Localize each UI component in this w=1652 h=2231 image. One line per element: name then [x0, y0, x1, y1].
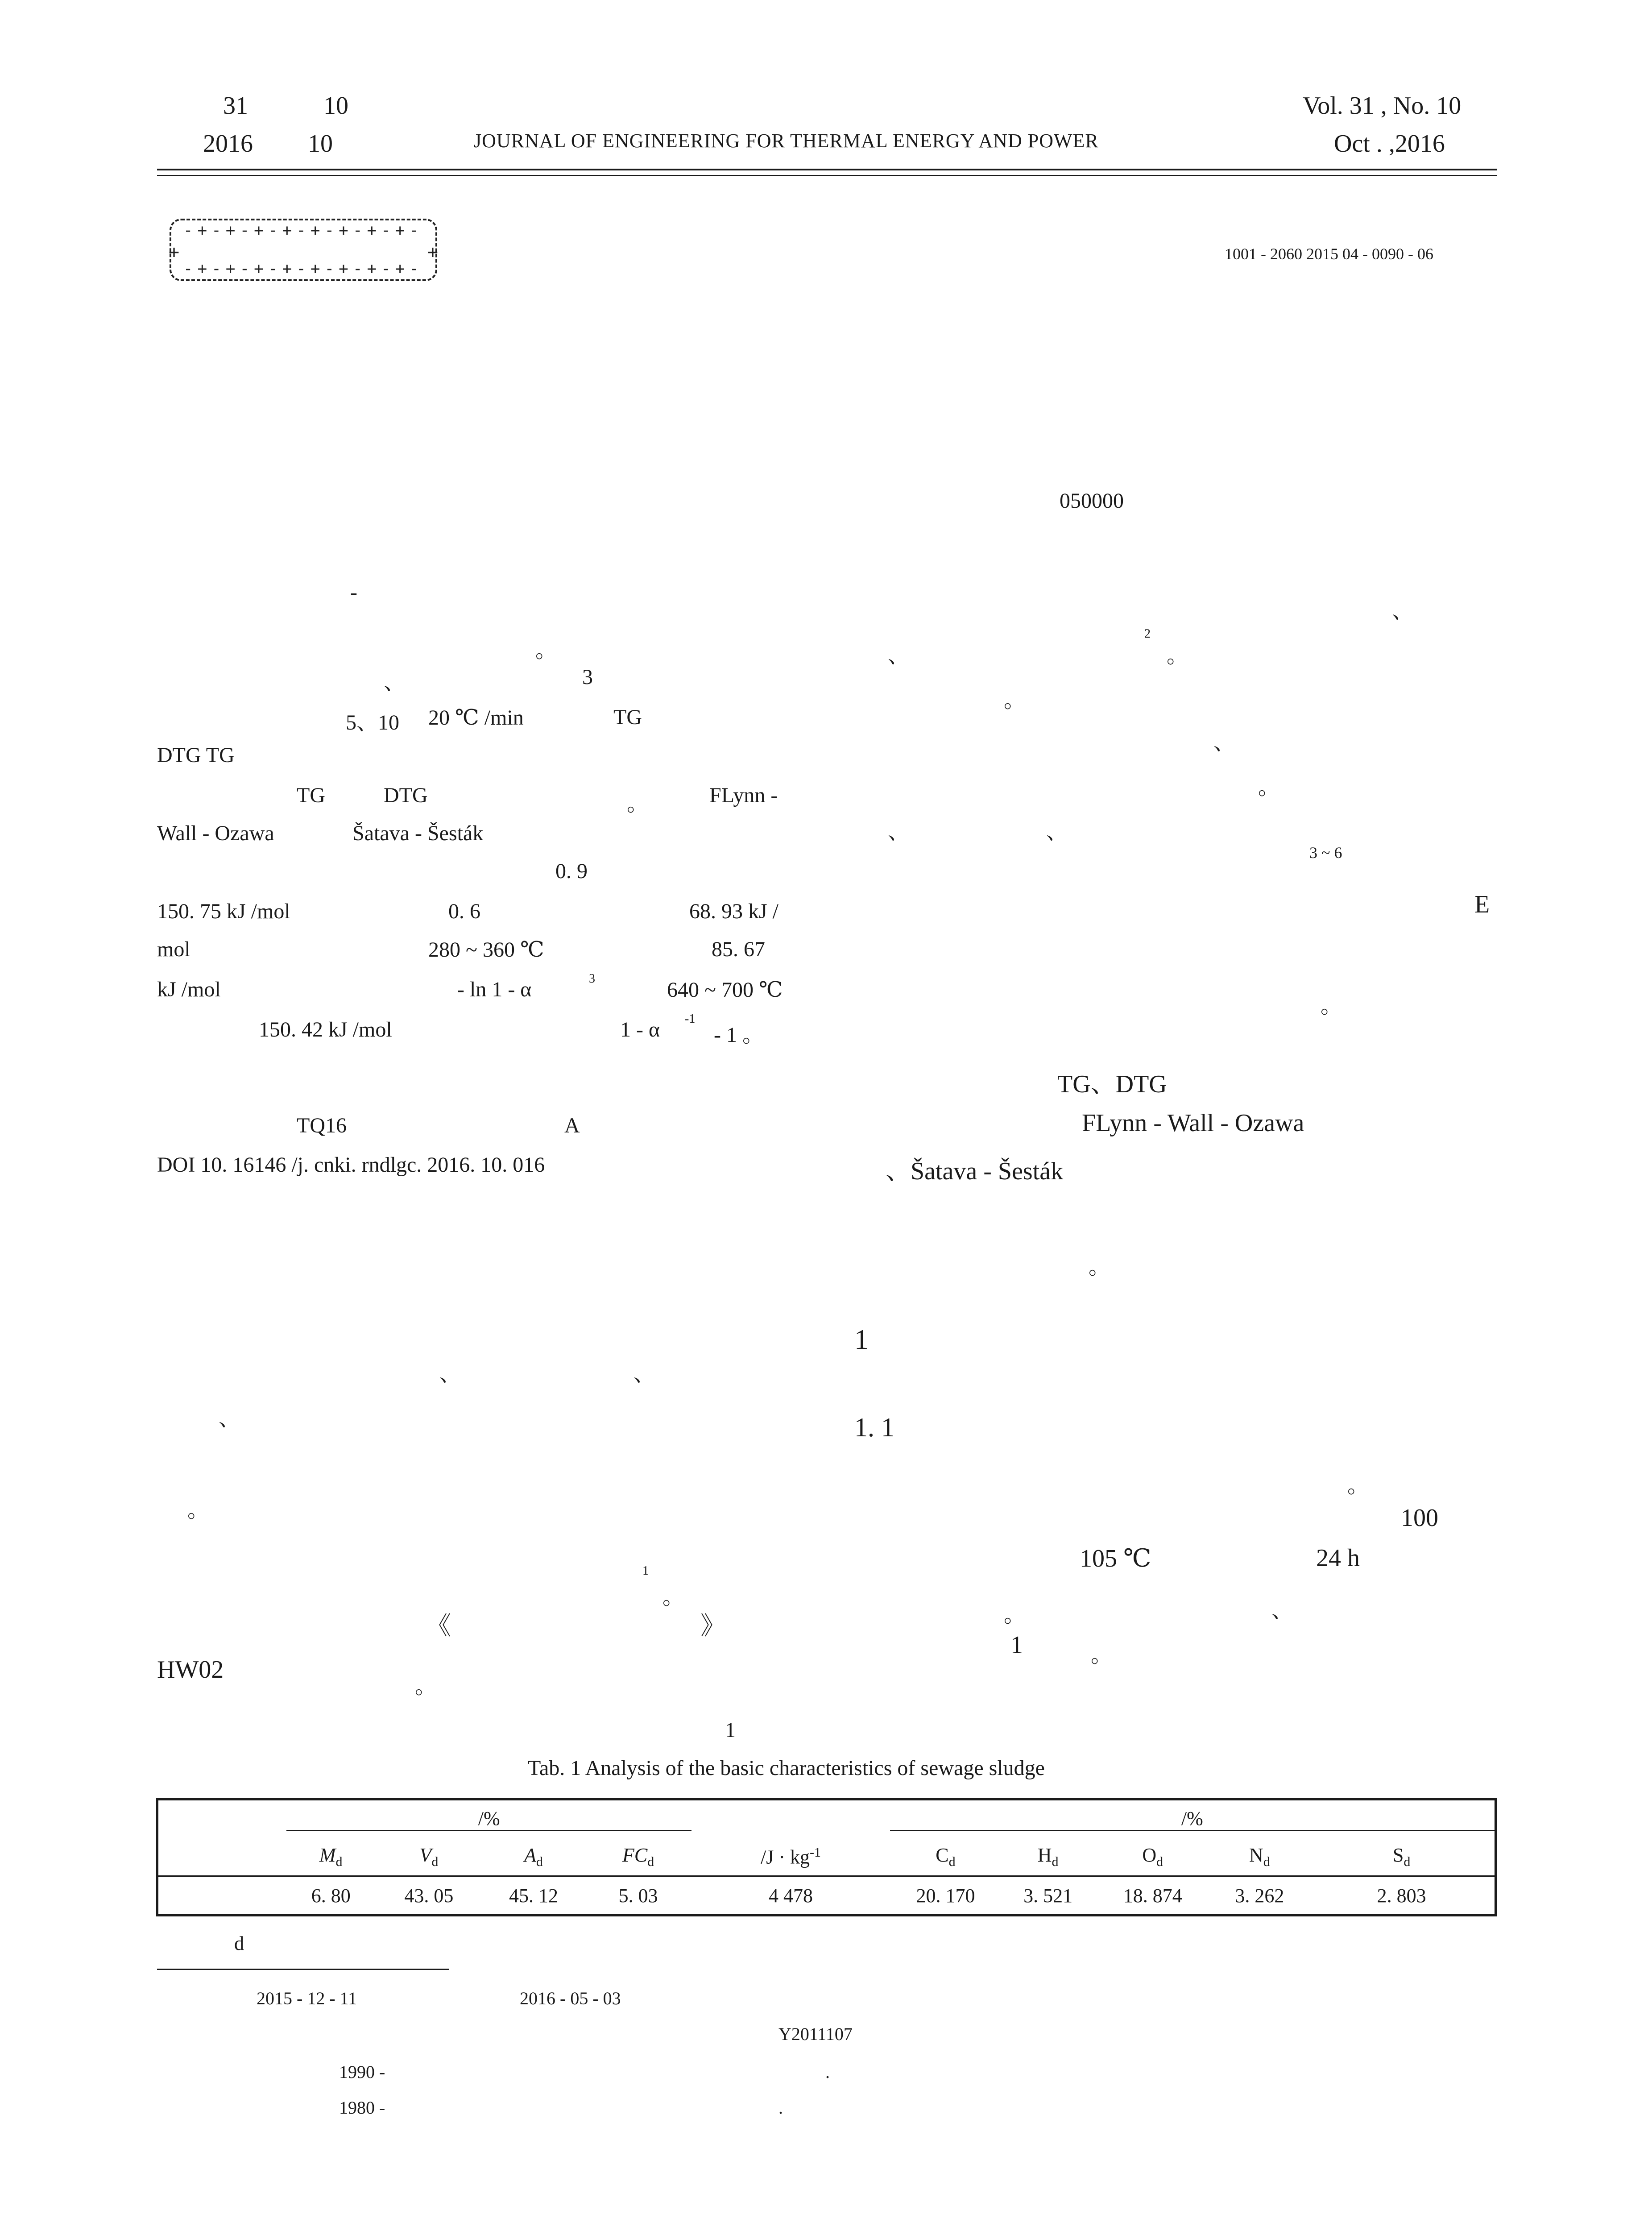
revised-date: 2016 - 05 - 03 [520, 1988, 621, 2008]
table-column-header: $C_d$ [890, 1838, 1002, 1876]
body-text: 、 [1046, 820, 1068, 844]
body-text: 、 [633, 1362, 655, 1386]
table-column-header: $O_d$ [1095, 1838, 1211, 1876]
abstract-superscript: 3 [589, 972, 595, 986]
table-note: d [234, 1932, 244, 1954]
body-text: 。 [1321, 994, 1342, 1018]
abstract-text: mol [157, 937, 190, 961]
table-column-header: $A_d$ [482, 1838, 585, 1876]
table-header-row [157, 1838, 1496, 1876]
table-group-unit: /% [286, 1807, 692, 1831]
table-reference: 1 [1010, 1631, 1023, 1659]
table-cell: 5. 03 [618, 1884, 658, 1907]
body-text: 。 [662, 1585, 684, 1609]
table-cell: 20. 170 [916, 1884, 975, 1907]
header-issue: 10 [323, 92, 348, 120]
body-text: 。 [1004, 1603, 1026, 1627]
body-text: 、 [219, 1407, 240, 1431]
abstract-text: 5、10 [346, 711, 400, 734]
body-text: 、 [888, 644, 910, 668]
abstract-text: kJ /mol [157, 978, 221, 1001]
abstract-text: TG [297, 784, 325, 807]
table-caption: Tab. 1 Analysis of the basic characteristics of sewage sludge [528, 1756, 1045, 1780]
body-text: 、 [439, 1362, 461, 1386]
abstract-text: 20 ℃ /min [428, 706, 524, 730]
abstract-text: 150. 42 kJ /mol [259, 1018, 392, 1041]
abstract-text: 68. 93 kJ / [689, 900, 779, 923]
table-cell: 6. 80 [311, 1884, 351, 1907]
stamp-plus-left: + [169, 242, 180, 262]
abstract-text: - [350, 581, 357, 604]
abstract-text: Šatava - Šesták [352, 821, 484, 845]
body-text: 》 [700, 1613, 725, 1640]
citation-superscript: 2 [1144, 627, 1151, 641]
header-date: Oct . ,2016 [1334, 130, 1445, 158]
abstract-text: 、 [384, 671, 406, 694]
body-text: 。 [415, 1675, 437, 1698]
table-column-header: $M_d$ [286, 1838, 376, 1876]
citation-superscript: 3 ~ 6 [1309, 844, 1342, 862]
table-column-header: $FC_d$ [585, 1838, 692, 1876]
body-text: 。 [1091, 1643, 1113, 1667]
fund-number: Y2011107 [778, 2024, 853, 2044]
body-text: E [1474, 891, 1490, 918]
abstract-text: 280 ~ 360 ℃ [428, 938, 544, 962]
table-number: 1 [725, 1718, 736, 1742]
body-text: 。 [1167, 644, 1188, 668]
author1-end: . [825, 2062, 830, 2082]
abstract-text: 。 [535, 639, 557, 662]
table-column-header: $/J \cdot kg^{-1}$ [691, 1838, 890, 1876]
table-column-header: $N_d$ [1211, 1838, 1309, 1876]
table-header-group-row [157, 1800, 1496, 1838]
stamp-border-bottom: -+-+-+-+-+-+-+-+- [183, 260, 424, 278]
body-text: 、 [1392, 599, 1414, 623]
clc-number: TQ16 [297, 1114, 347, 1137]
doi: DOI 10. 16146 /j. cnki. rndlgc. 2016. 10. 016 [157, 1153, 545, 1177]
header-month: 10 [308, 130, 333, 158]
author1-birth: 1990 - [339, 2062, 385, 2082]
abstract-text: 640 ~ 700 ℃ [667, 978, 783, 1002]
abstract-text: 0. 9 [555, 859, 588, 883]
abstract-text: TG [613, 705, 642, 729]
abstract-text: 1 - α [620, 1018, 660, 1041]
abstract-text: Wall - Ozawa [157, 821, 274, 845]
body-text: 、 [1271, 1599, 1293, 1622]
table-cell: 2. 803 [1377, 1884, 1426, 1907]
section-heading-1: 1 [854, 1323, 869, 1355]
article-id: 1001 - 2060 2015 04 - 0090 - 06 [1225, 245, 1433, 263]
abstract-text: FLynn - [709, 784, 778, 807]
table-row [157, 1876, 1496, 1916]
received-date: 2015 - 12 - 11 [257, 1988, 357, 2008]
body-text: 。 [1347, 1474, 1369, 1497]
table-cell: 3. 521 [1023, 1884, 1073, 1907]
body-text: 24 h [1316, 1544, 1360, 1572]
table-column-header: $H_d$ [1001, 1838, 1095, 1876]
abstract-superscript: -1 [685, 1012, 696, 1026]
author2-birth: 1980 - [339, 2098, 385, 2118]
abstract-text: DTG TG [157, 743, 235, 767]
abstract-text: 150. 75 kJ /mol [157, 900, 290, 923]
journal-title: JOURNAL OF ENGINEERING FOR THERMAL ENERGY AND POWER [474, 130, 1099, 152]
body-text: TG、DTG [1057, 1070, 1167, 1098]
body-text: 。 [1258, 775, 1280, 799]
body-text: 。 [1004, 688, 1026, 712]
body-text: 100 [1401, 1504, 1438, 1532]
table-cell: 43. 05 [404, 1884, 454, 1907]
body-text: 、 [888, 820, 910, 844]
abstract-text: 85. 67 [712, 937, 765, 961]
table-group-unit: /% [890, 1807, 1495, 1831]
header-rule-bottom [157, 175, 1497, 176]
affiliation-postcode: 050000 [1060, 489, 1124, 513]
abstract-text: 。 [627, 792, 649, 816]
table-column-header: $S_d$ [1308, 1838, 1495, 1876]
header-year: 2016 [203, 130, 253, 158]
body-text: 、Šatava - Šesták [886, 1157, 1064, 1185]
sludge-analysis-table [156, 1798, 1497, 1916]
body-text: 105 ℃ [1080, 1545, 1151, 1572]
body-text: 、 [1213, 731, 1235, 755]
abstract-text: 3 [582, 665, 593, 689]
section-heading-1-1: 1. 1 [854, 1413, 894, 1442]
table-cell: 4 478 [769, 1884, 813, 1907]
abstract-text: 0. 6 [448, 900, 480, 923]
header-volume: 31 [223, 92, 248, 120]
article-type-stamp [170, 219, 437, 281]
footnote-rule [157, 1969, 449, 1970]
citation-superscript: 1 [642, 1564, 649, 1578]
abstract-text: - 1 。 [714, 1023, 764, 1047]
stamp-border-top: -+-+-+-+-+-+-+-+- [183, 221, 424, 240]
header-vol-no: Vol. 31 , No. 10 [1303, 92, 1462, 120]
body-text: 《 [426, 1613, 451, 1640]
table-cell: 45. 12 [509, 1884, 558, 1907]
body-text: FLynn - Wall - Ozawa [1082, 1109, 1304, 1137]
body-text: 。 [187, 1498, 209, 1522]
body-text: HW02 [157, 1656, 224, 1684]
body-text: 。 [1089, 1255, 1110, 1279]
author2-end: . [778, 2098, 783, 2118]
header-rule-top [157, 169, 1497, 170]
abstract-text: DTG [384, 784, 428, 807]
table-cell: 3. 262 [1235, 1884, 1284, 1907]
document-code: A [564, 1114, 580, 1137]
table-column-header: $V_d$ [376, 1838, 483, 1876]
table-cell: 18. 874 [1123, 1884, 1182, 1907]
abstract-text: - ln 1 - α [457, 978, 532, 1001]
stamp-plus-right: + [427, 242, 438, 262]
